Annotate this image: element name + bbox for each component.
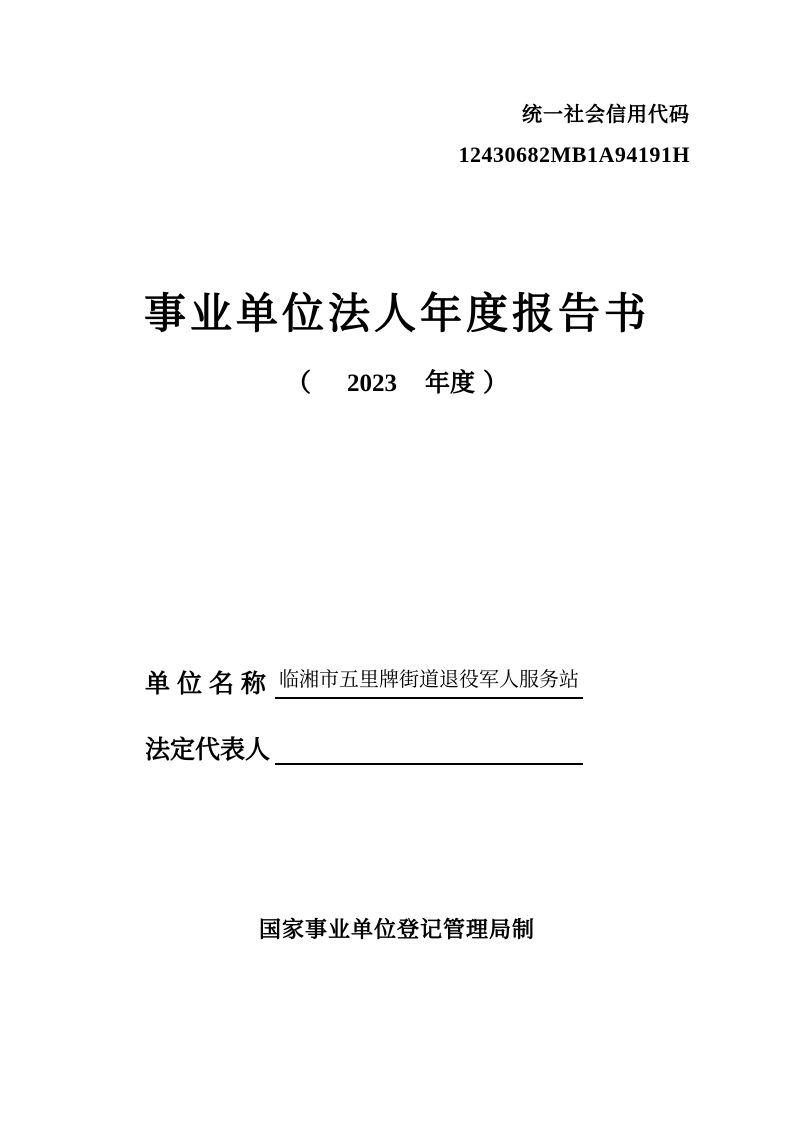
issuing-authority: 国家事业单位登记管理局制	[258, 917, 535, 942]
legal-representative-value	[275, 735, 583, 765]
field-row-unit-name	[145, 659, 583, 699]
report-year-suffix: 年度	[424, 370, 475, 397]
open-paren: （	[285, 370, 311, 397]
report-year-line	[0, 369, 794, 399]
field-row-legal-representative	[145, 725, 583, 765]
report-year: 2023	[346, 370, 397, 397]
close-paren: ）	[483, 370, 509, 397]
page-title: 事业单位法人年度报告书	[143, 290, 650, 337]
unit-name-value: 临湘市五里牌街道退役军人服务站	[275, 669, 583, 699]
unit-name-label: 单 位 名 称	[145, 670, 266, 699]
legal-representative-label: 法定代表人	[145, 736, 271, 765]
credit-code-value: 12430682MB1A94191H	[458, 142, 690, 167]
credit-code-block	[459, 103, 690, 168]
credit-code-label: 统一社会信用代码	[522, 104, 690, 126]
